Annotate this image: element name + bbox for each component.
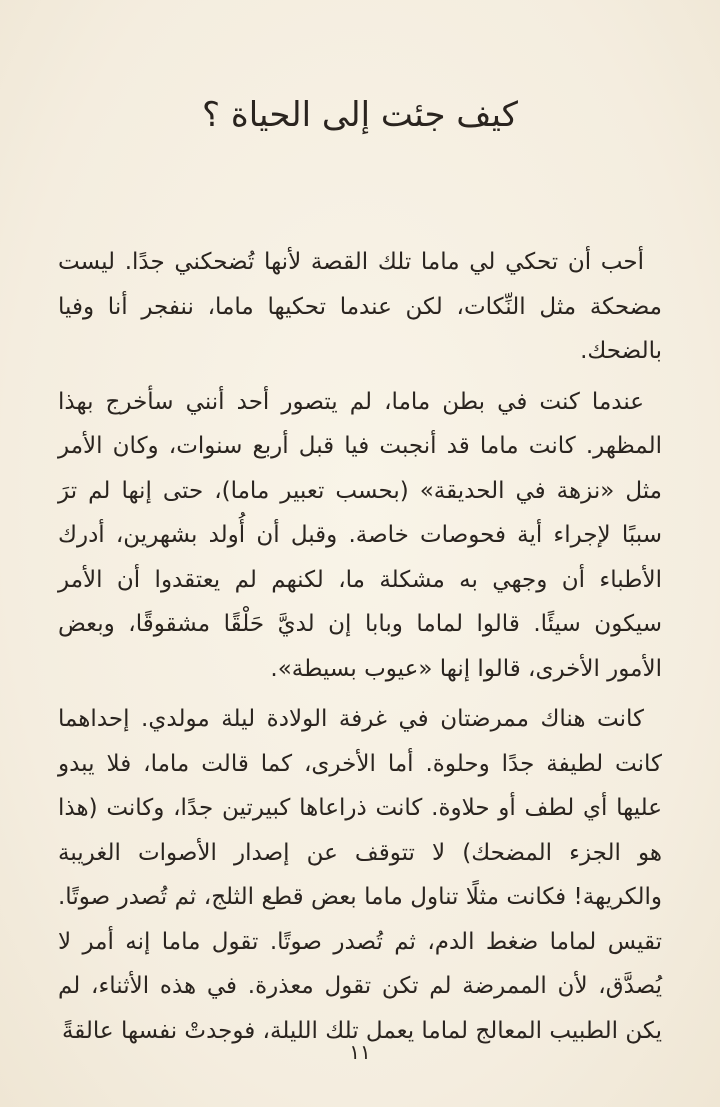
paragraph-1: أحب أن تحكي لي ماما تلك القصة لأنها تُضحكني جدًا. ليست مضحكة مثل النِّكات، لكن عندما تحكيها ماما، ننفجر أنا وفيا بالضحك.	[58, 249, 662, 364]
paragraph-3: كانت هناك ممرضتان في غرفة الولادة ليلة مولدي. إحداهما كانت لطيفة جدًا وحلوة. أما الأخرى، كما قالت ماما، فلا يبدو عليها أي لطف أو حلاوة. كانت ذراعاها كبيرتين جدًا، وكانت (هذا هو الجزء المضحك) لا تتوقف عن إصدار الأصوات الغريبة والكريهة! فكانت مثلًا تناول ماما بعض قطع الثلج، ثم تُصدر صوتًا. تقيس لماما ضغط الدم، ثم تُصدر صوتًا. تقول ماما إنه أمر لا يُصدَّق، لأن الممرضة لم تكن تقول معذرة. في هذه الأثناء، لم يكن الطبيب المعالج لماما يعمل تلك الليلة، فوجدتْ نفسها عالقةً	[58, 706, 662, 1044]
chapter-title: كيف جئت إلى الحياة ؟	[202, 95, 518, 135]
paragraph-2: عندما كنت في بطن ماما، لم يتصور أحد أنني سأخرج بهذا المظهر. كانت ماما قد أنجبت فيا قبل أربع سنوات، وكان الأمر مثل «نزهة في الحديقة» (بحسب تعبير ماما)، حتى إنها لم ترَ سببًا لإجراء أية فحوصات خاصة. وقبل أن أُولد بشهرين، أدرك الأطباء أن وجهي به مشكلة ما، لكنهم لم يعتقدوا أن الأمر سيكون سيئًا. قالوا لماما وبابا إن لديَّ حَلْقًا مشقوقًا، وبعض الأمور الأخرى، قالوا إنها «عيوب بسيطة».	[58, 388, 662, 682]
page-number: ١١	[349, 1040, 371, 1064]
chapter-body	[58, 240, 662, 1059]
